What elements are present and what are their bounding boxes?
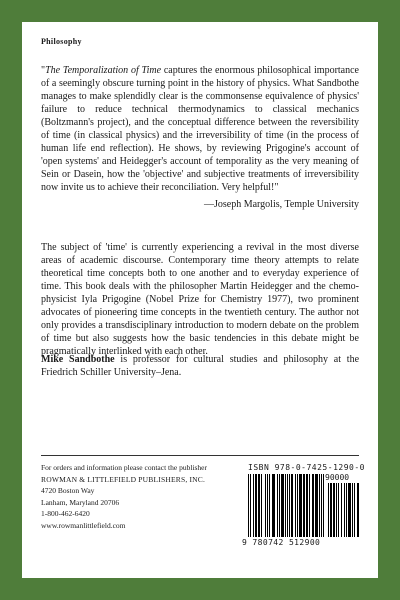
barcode-bar [281,474,284,537]
barcode-bar [352,483,353,537]
publisher-name: ROWMAN & LITTLEFIELD PUBLISHERS, INC. [41,474,206,484]
barcode-bar [253,474,254,537]
barcode-bar [354,483,355,537]
barcode-bar [295,474,296,537]
publisher-info [41,462,231,531]
book-summary: The subject of 'time' is currently experiencing a revival in the most diverse areas of academic discourse. Contemporary time theory attempts to relate theoretical time concepts both to one another and to everyday experience of time. This book deals with the philosopher Martin Heidegger and the chemo-physicist Iyla Prigogine (Nobel Prize for Chemistry 1977), two prominent advocates of pioneering time concepts in the twentieth century. The author not only provides a transdisciplinary introduction to modern debate on the problem of time but also suggests how the basic tendencies in this debate might be pragmatically interlinked with each other. [41,242,359,357]
barcode-bar [306,474,308,537]
barcode-bar [319,474,320,537]
barcode-bar [272,474,275,537]
barcode-bar [309,474,310,537]
barcode-bar [258,474,260,537]
barcode-bar [267,474,268,537]
addon-barcode [328,483,360,537]
blurb-book-title: The Temporalization of Time [45,65,162,76]
barcode-bar [303,474,305,537]
isbn-label: ISBN 978-0-7425-1290-0 [248,463,365,472]
publisher-city: Lanham, Maryland 20706 [41,497,120,507]
barcode-bar [312,474,314,537]
barcode-bar [289,474,290,537]
barcode-bar [248,474,249,537]
author-name: Mike Sandbothe [41,354,115,365]
blurb-text: captures the enormous philosophical importance of a seemingly obscure turning point in the history of physics. What Sandbothe manages to make splendidly clear is the commonsense equivalence of physics' failure to reduce technical thermodynamics to classical mechanics (Boltzmann's project), and the conceptual difference between the reversibility of time (in classical physics) and the irreversibility of time (in the process of human life end reflection). He shows, by reviewing Prigogine's account of 'open systems' and Heidegger's account of temporality as the very meaning of Sein or Dasein, how the 'objective' and subjective treatments of irreversibility now invite us to achieve their reconciliation. Very helpful!" [41,65,359,193]
barcode-bar [346,483,347,537]
barcode-bar [330,483,332,537]
author-bio-text: is professor for cultural studies and philosophy at the Friedrich Schiller University–Jena. [41,354,360,378]
endorsement-attribution: —Joseph Margolis, Temple University [203,199,359,210]
ean-digits: 9 780742 512900 [242,538,321,547]
barcode-bar [328,483,329,537]
barcode-bar [287,474,288,537]
barcode-bar [323,474,324,537]
author-bio [41,353,359,379]
barcode-bar [341,483,342,537]
barcode-bar [336,483,337,537]
barcode-bar [348,483,351,537]
category-label: Philosophy [41,37,82,46]
barcode-bar [357,483,359,537]
barcode-bar [338,483,339,537]
publisher-order-line: For orders and information please contact the publisher [41,463,207,472]
price-code: 90000 [325,473,350,482]
barcode-bar [255,474,257,537]
divider-rule [41,455,359,456]
barcode-bar [291,474,293,537]
barcode-bar [279,474,280,537]
publisher-phone: 1-800-462-6420 [41,509,90,518]
barcode-bar [299,474,302,537]
blurb-open-quote: " [41,65,46,76]
barcode-bar [321,474,322,537]
barcode-bar [315,474,318,537]
endorsement-blurb [41,64,359,194]
barcode-bar [261,474,262,537]
publisher-website: www.rowmanlittlefield.com [41,520,126,530]
barcode-bar [344,483,345,537]
back-cover-page [22,22,378,578]
barcode-bar [333,483,335,537]
barcode-bar [265,474,266,537]
barcode-bar [285,474,286,537]
publisher-street: 4720 Boston Way [41,486,95,495]
ean-barcode [248,474,324,537]
barcode-bar [297,474,298,537]
barcode-bar [269,474,270,537]
barcode-bar [250,474,251,537]
barcode-bar [277,474,278,537]
